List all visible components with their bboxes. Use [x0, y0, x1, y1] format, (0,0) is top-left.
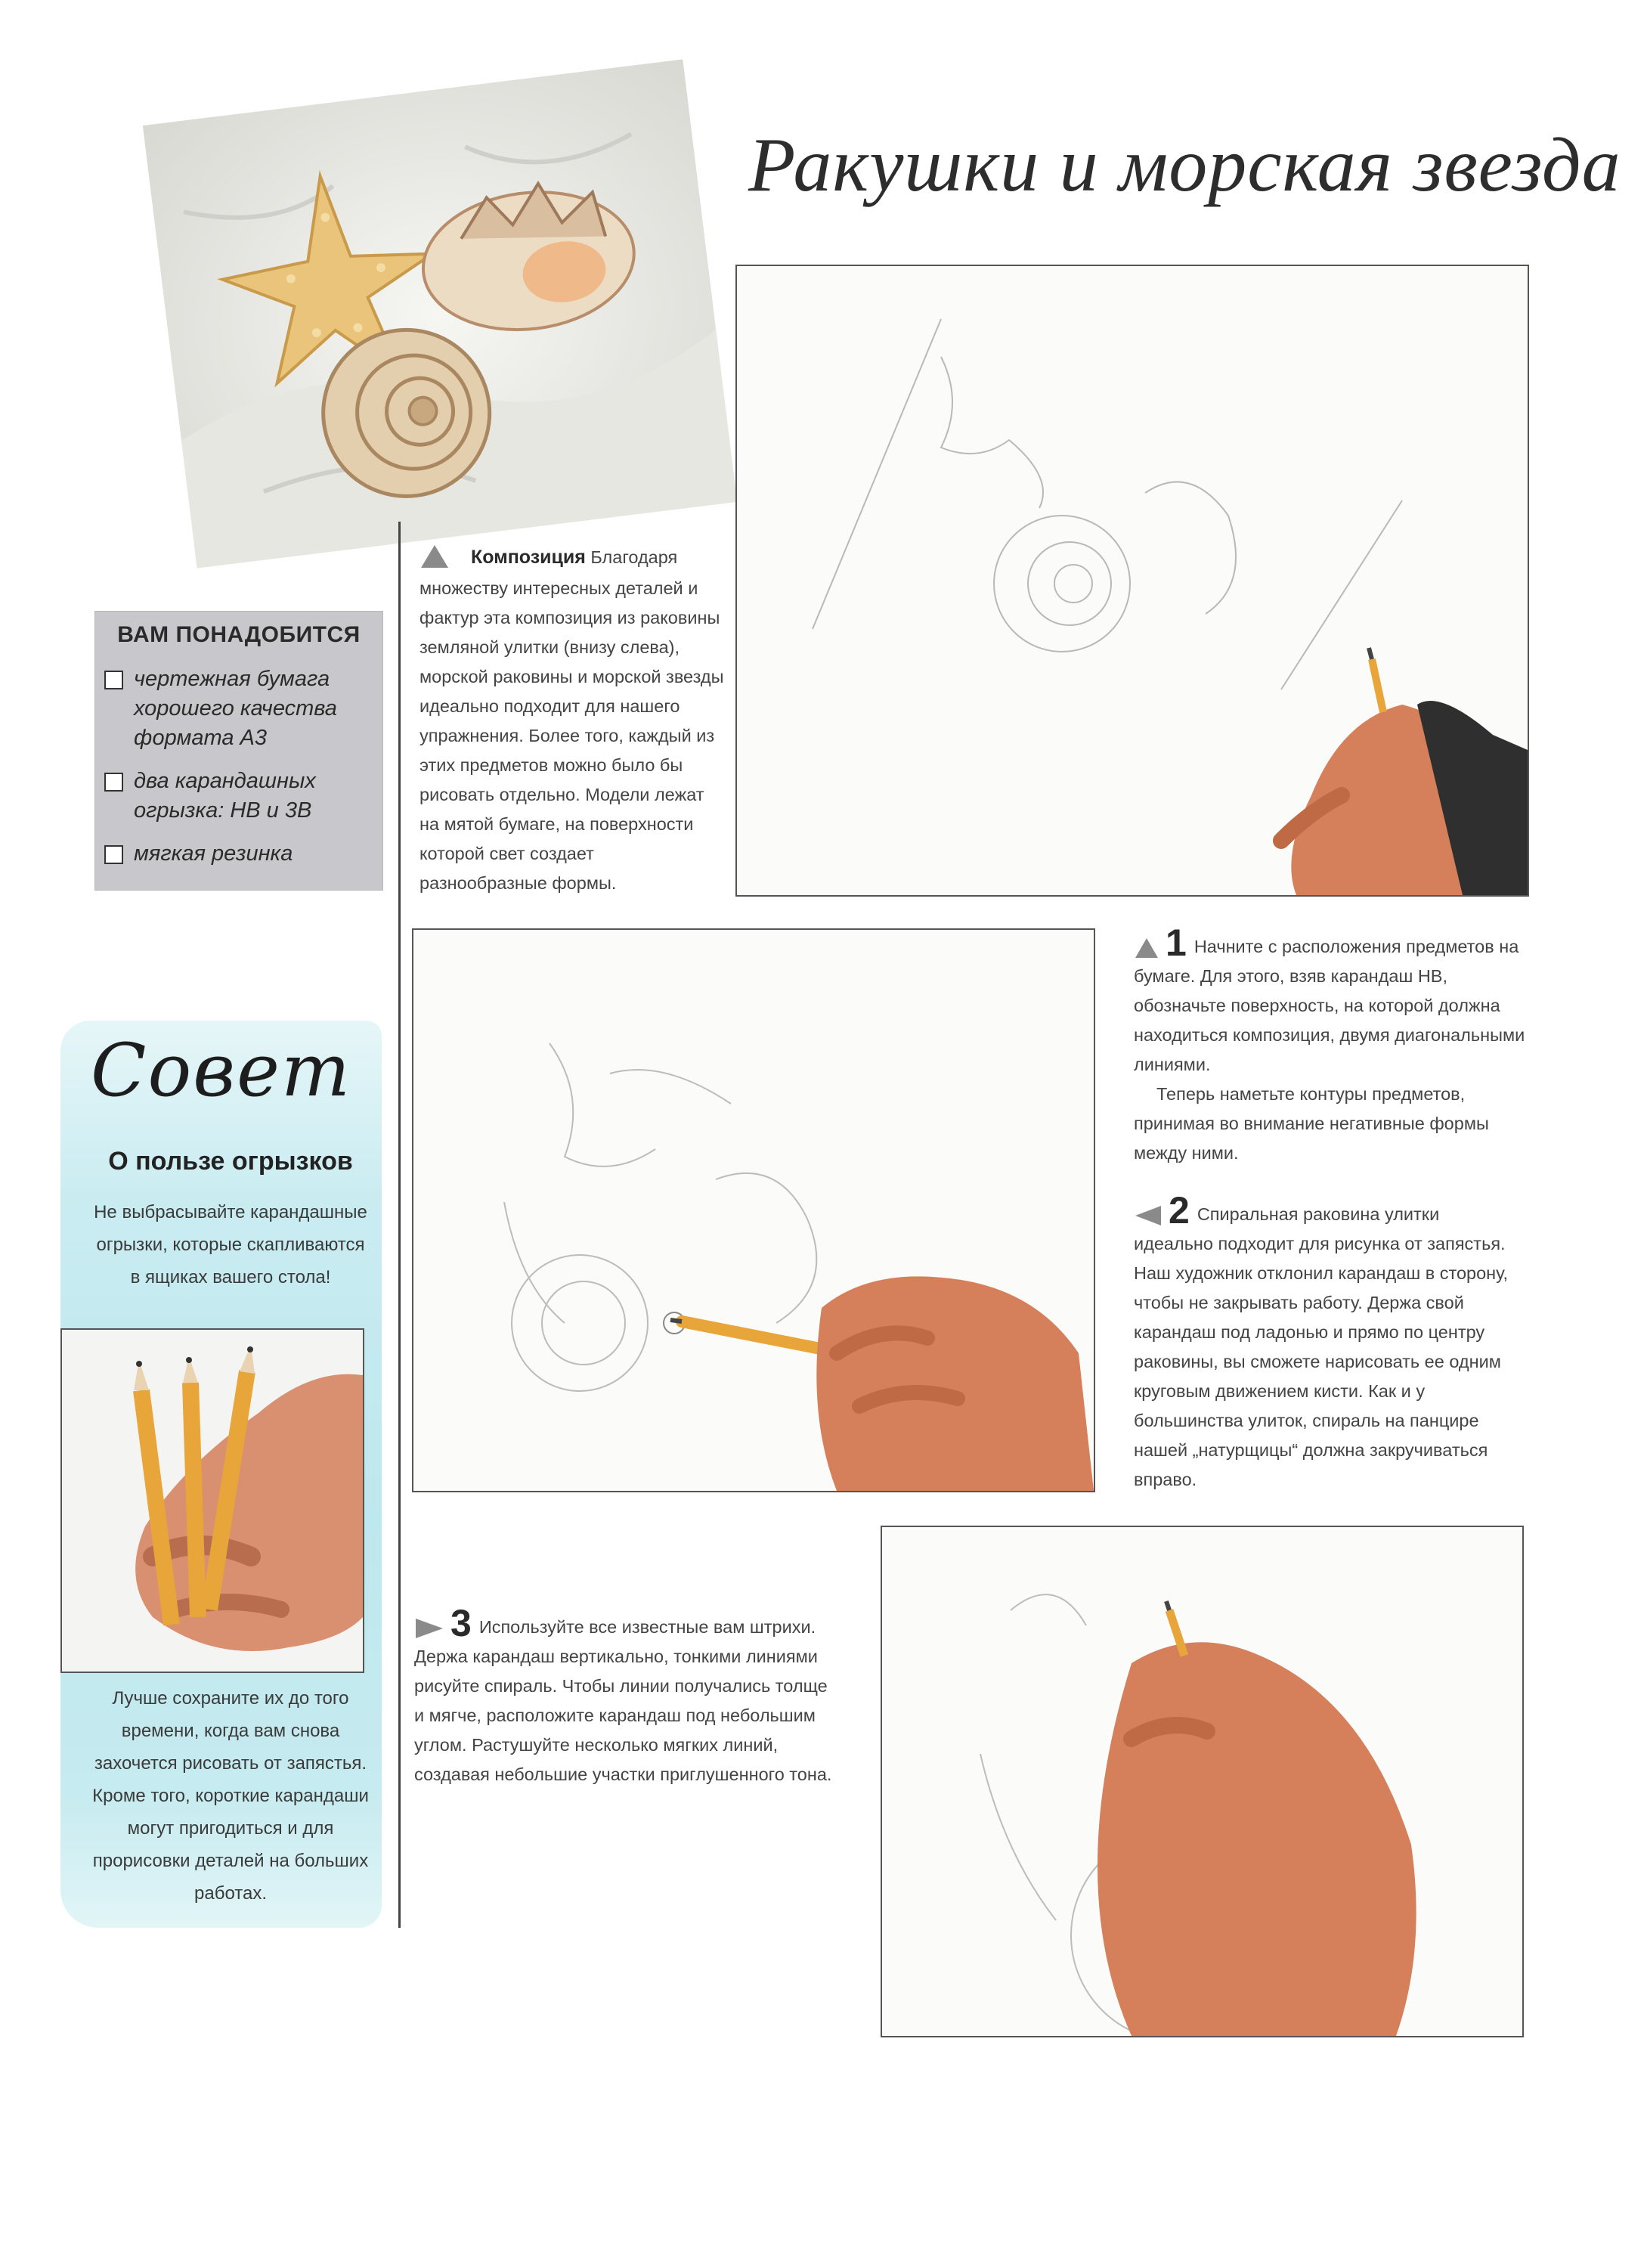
tip-heading: Совет: [91, 1028, 351, 1113]
step-2-text: 2 Спиральная раковина улитки идеально подходит для рисунка от запястья. Наш художник отклонил карандаш в сторону, чтобы не закрывать работу. Держа свой карандаш под ладонью и прямо по центру раковины, вы сможете нарисовать ее одним круговым движением кисти. Как и у большинства улиток, спираль на панцире нашей „натурщицы“ должна закручиваться вправо.: [1134, 1189, 1509, 1489]
materials-item: мягкая резинка: [104, 839, 382, 869]
triangle-up-icon: [419, 544, 450, 569]
pencil-stubs-photo: [60, 1328, 364, 1673]
tip-subheading: О пользе огрызков: [108, 1147, 353, 1176]
materials-item: два карандашных огрызка: НВ и 3В: [104, 767, 382, 826]
step-3-text: 3 Используйте все известные вам штрихи. Держа карандаш вертикально, тонкими линиями рисуйте спираль. Чтобы линии получались толще и мягче, расположите карандаш под небольшим углом. Растушуйте несколько мягких линий, создавая небольшие участки приглушенного тона.: [414, 1602, 832, 1784]
composition-caption: Композиция Благодаря множеству интересных деталей и фактур эта композиция из раковины земляной улитки (внизу слева), морской раковины и морской звезды идеально подходит для нашего упражнения. Более того, каждый из этих предметов можно было бы рисовать отдельно. Модели лежат на мятой бумаге, на поверхности которой свет создает разнообразные формы.: [419, 543, 726, 898]
materials-box: [94, 611, 383, 891]
checkbox-icon: [104, 773, 123, 792]
tip-text-continued: Лучше сохраните их до того времени, когда вам снова захочется рисовать от запястья. Кроме того, короткие карандаши могут пригодиться и для прорисовки деталей на больших работах.: [92, 1688, 369, 1904]
triangle-up-icon: [1134, 937, 1159, 959]
sketch-photo-step-3: [881, 1526, 1524, 2037]
still-life-photo: [143, 59, 738, 568]
materials-item: чертежная бумага хорошего качества формата А3: [104, 665, 382, 753]
checkbox-icon: [104, 671, 123, 689]
materials-heading: ВАМ ПОНАДОБИТСЯ: [117, 622, 361, 647]
step-1-text: 1 Начните с расположения предметов на бумаге. Для этого, взяв карандаш НВ, обозначьте поверхность, на которой должна находиться композиция, двумя диагональными линиями. Теперь наметьте контуры предметов, принимая во внимание негативные формы между ними.: [1134, 928, 1527, 1168]
page-title: Ракушки и морская звезда: [748, 122, 1621, 208]
triangle-right-icon: [414, 1617, 444, 1640]
sketch-photo-step-1: [735, 265, 1529, 897]
checkbox-icon: [104, 845, 123, 864]
triangle-left-icon: [1134, 1204, 1162, 1227]
sketch-photo-step-2: [412, 928, 1095, 1492]
step-1-text-continued: Теперь наметьте контуры предметов, принимая во внимание негативные формы между ними.: [1134, 1084, 1489, 1163]
materials-list: [104, 665, 382, 869]
column-divider: [398, 522, 401, 1928]
tip-text: Не выбрасывайте карандашные огрызки, которые скапливаются в ящиках вашего стола!: [94, 1202, 367, 1287]
